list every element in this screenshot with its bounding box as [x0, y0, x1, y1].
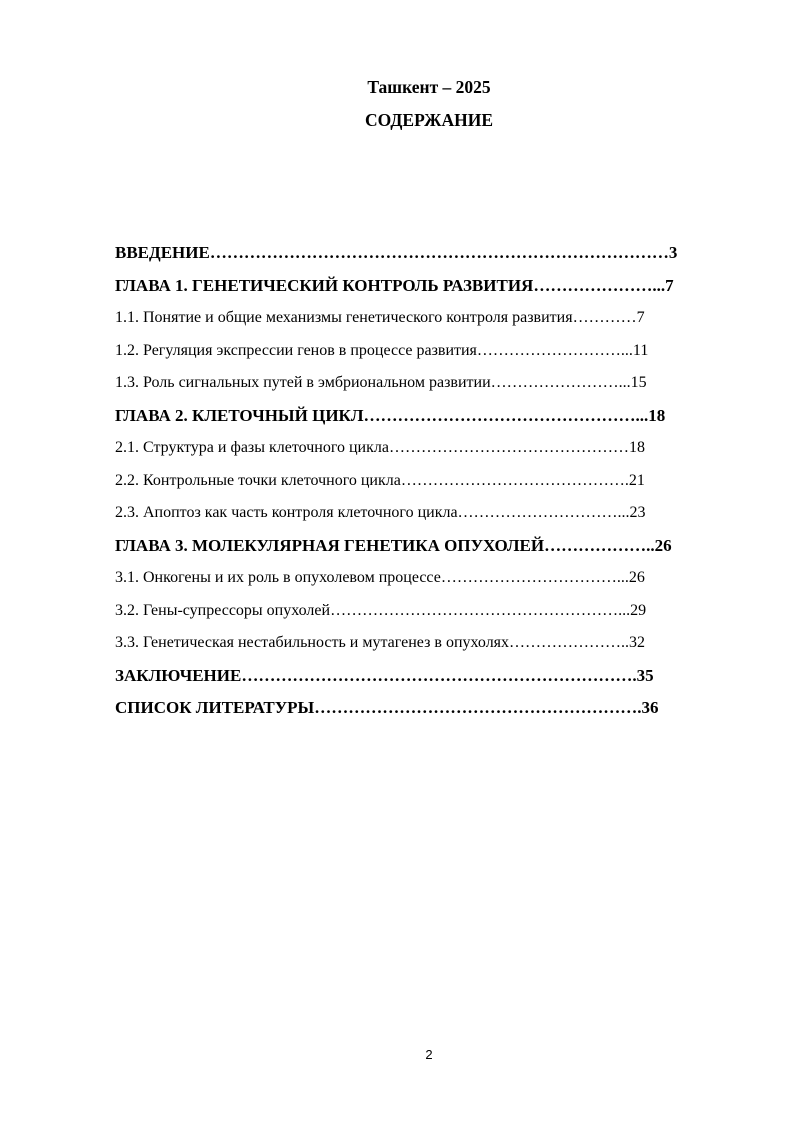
toc-entry-section-3-3: 3.3. Генетическая нестабильность и мутагенез в опухолях…………………..32	[115, 634, 646, 651]
toc-entry-bibliography: СПИСОК ЛИТЕРАТУРЫ………………………………………………….36	[115, 698, 659, 717]
table-of-contents	[115, 237, 775, 725]
city-year-line: Ташкент – 2025	[367, 77, 491, 97]
toc-title: СОДЕРЖАНИЕ	[364, 110, 493, 130]
toc-entry-chapter-2: ГЛАВА 2. КЛЕТОЧНЫЙ ЦИКЛ…………………………………………...18	[115, 405, 666, 425]
toc-entry-conclusion: ЗАКЛЮЧЕНИЕ…………………………………………………………….35	[115, 665, 654, 685]
toc-entry-section-3-2: 3.2. Гены-супрессоры опухолей………………………………………………...29	[115, 601, 647, 619]
toc-entry-section-3-1: 3.1. Онкогены и их роль в опухолевом процессе……………………………...26	[115, 569, 645, 586]
toc-entry-section-2-2: 2.2. Контрольные точки клеточного цикла…………………………………….21	[115, 471, 645, 489]
toc-entry-chapter-3: ГЛАВА 3. МОЛЕКУЛЯРНАЯ ГЕНЕТИКА ОПУХОЛЕЙ………………..26	[115, 535, 672, 555]
toc-entry-section-1-1: 1.1. Понятие и общие механизмы генетического контроля развития…………7	[115, 309, 645, 326]
toc-entry-section-1-2: 1.2. Регуляция экспрессии генов в процессе развития………………………...11	[115, 341, 649, 359]
toc-entry-section-1-3: 1.3. Роль сигнальных путей в эмбриональном развитии……………………...15	[115, 374, 647, 391]
toc-entry-section-2-3: 2.3. Апоптоз как часть контроля клеточного цикла…………………………...23	[115, 504, 646, 521]
toc-entry-introduction: ВВЕДЕНИЕ………………………………………………………………………3	[115, 243, 678, 262]
page-number: 2	[425, 1047, 433, 1062]
toc-entry-chapter-1: ГЛАВА 1. ГЕНЕТИЧЕСКИЙ КОНТРОЛЬ РАЗВИТИЯ…………………...7	[115, 275, 674, 295]
toc-entry-section-2-1: 2.1. Структура и фазы клеточного цикла………………………………………18	[115, 439, 645, 456]
